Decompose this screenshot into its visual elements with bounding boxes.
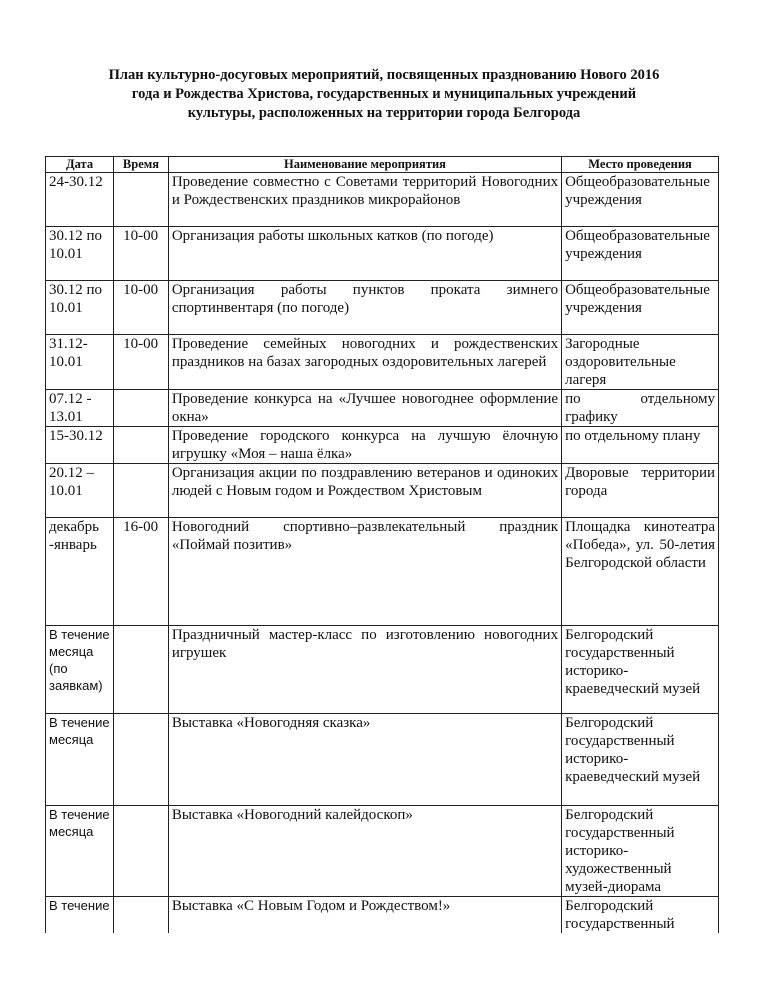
table-row bbox=[46, 335, 719, 390]
header-time: Время bbox=[114, 157, 169, 173]
cell-name: Выставка «Новогодний калейдоскоп» bbox=[168, 806, 561, 897]
table-row bbox=[46, 806, 719, 897]
cell-date: 30.12 по 10.01 bbox=[46, 281, 114, 335]
header-name: Наименование мероприятия bbox=[168, 157, 561, 173]
table-header-row bbox=[46, 157, 719, 173]
table-row bbox=[46, 281, 719, 335]
cell-name: Выставка «Новогодняя сказка» bbox=[168, 714, 561, 806]
cell-date: 15-30.12 bbox=[46, 427, 114, 464]
cell-date: 24-30.12 bbox=[46, 173, 114, 227]
cell-time bbox=[114, 806, 169, 897]
cell-name: Проведение семейных новогодних и рождественских праздников на базах загородных оздоровительных лагерей bbox=[168, 335, 561, 390]
cell-date: 07.12 - 13.01 bbox=[46, 390, 114, 427]
cell-place: Площадка кинотеатра «Победа», ул. 50-летия Белгородской области bbox=[562, 518, 719, 626]
cell-date: В течение bbox=[46, 897, 114, 934]
header-date: Дата bbox=[46, 157, 114, 173]
cell-time: 10-00 bbox=[114, 335, 169, 390]
cell-time bbox=[114, 427, 169, 464]
table-row bbox=[46, 227, 719, 281]
cell-date: 31.12-10.01 bbox=[46, 335, 114, 390]
cell-time bbox=[114, 714, 169, 806]
cell-name: Праздничный мастер-класс по изготовлению новогодних игрушек bbox=[168, 626, 561, 714]
cell-name: Организация работы школьных катков (по погоде) bbox=[168, 227, 561, 281]
cell-time: 16-00 bbox=[114, 518, 169, 626]
cell-name: Организация акции по поздравлению ветеранов и одиноких людей с Новым годом и Рождеством Христовым bbox=[168, 464, 561, 518]
table-row bbox=[46, 626, 719, 714]
cell-place: по отдельному графику bbox=[562, 390, 719, 427]
cell-date: декабрь -январь bbox=[46, 518, 114, 626]
cell-time bbox=[114, 464, 169, 518]
cell-place: Общеобразовательные учреждения bbox=[562, 173, 719, 227]
cell-place: Белгородский государственный bbox=[562, 897, 719, 934]
cell-date: В течение месяца (по заявкам) bbox=[46, 626, 114, 714]
cell-date: В течение месяца bbox=[46, 806, 114, 897]
cell-time bbox=[114, 390, 169, 427]
cell-time: 10-00 bbox=[114, 227, 169, 281]
cell-time bbox=[114, 626, 169, 714]
cell-name: Проведение совместно с Советами территорий Новогодних и Рождественских праздников микрорайонов bbox=[168, 173, 561, 227]
cell-place: Общеобразовательные учреждения bbox=[562, 281, 719, 335]
cell-place: Белгородский государственный историко-художественный музей-диорама bbox=[562, 806, 719, 897]
table-row bbox=[46, 173, 719, 227]
table-row bbox=[46, 464, 719, 518]
cell-place: Общеобразовательные учреждения bbox=[562, 227, 719, 281]
cell-time bbox=[114, 173, 169, 227]
cell-time bbox=[114, 897, 169, 934]
cell-name: Выставка «С Новым Годом и Рождеством!» bbox=[168, 897, 561, 934]
document-title: План культурно-досуговых мероприятий, посвященных празднованию Нового 2016 года и Рождества Христова, государственных и муниципальных учреждений культуры, расположенных на территории города Белгорода bbox=[108, 67, 660, 121]
cell-place: Белгородский государственный историко-краеведческий музей bbox=[562, 626, 719, 714]
cell-name: Проведение конкурса на «Лучшее новогоднее оформление окна» bbox=[168, 390, 561, 427]
cell-date: 30.12 по 10.01 bbox=[46, 227, 114, 281]
table-row bbox=[46, 897, 719, 934]
cell-name: Проведение городского конкурса на лучшую ёлочную игрушку «Моя – наша ёлка» bbox=[168, 427, 561, 464]
cell-name: Организация работы пунктов проката зимнего спортинвентаря (по погоде) bbox=[168, 281, 561, 335]
header-place: Место проведения bbox=[562, 157, 719, 173]
cell-place: Дворовые территории города bbox=[562, 464, 719, 518]
table-row bbox=[46, 518, 719, 626]
cell-date: В течение месяца bbox=[46, 714, 114, 806]
events-table bbox=[45, 156, 719, 933]
table-row bbox=[46, 390, 719, 427]
cell-place: Загородные оздоровительные лагеря bbox=[562, 335, 719, 390]
cell-name: Новогодний спортивно–развлекательный праздник «Поймай позитив» bbox=[168, 518, 561, 626]
cell-time: 10-00 bbox=[114, 281, 169, 335]
table-row bbox=[46, 427, 719, 464]
cell-place: Белгородский государственный историко-краеведческий музей bbox=[562, 714, 719, 806]
cell-place: по отдельному плану bbox=[562, 427, 719, 464]
cell-date: 20.12 – 10.01 bbox=[46, 464, 114, 518]
table-row bbox=[46, 714, 719, 806]
